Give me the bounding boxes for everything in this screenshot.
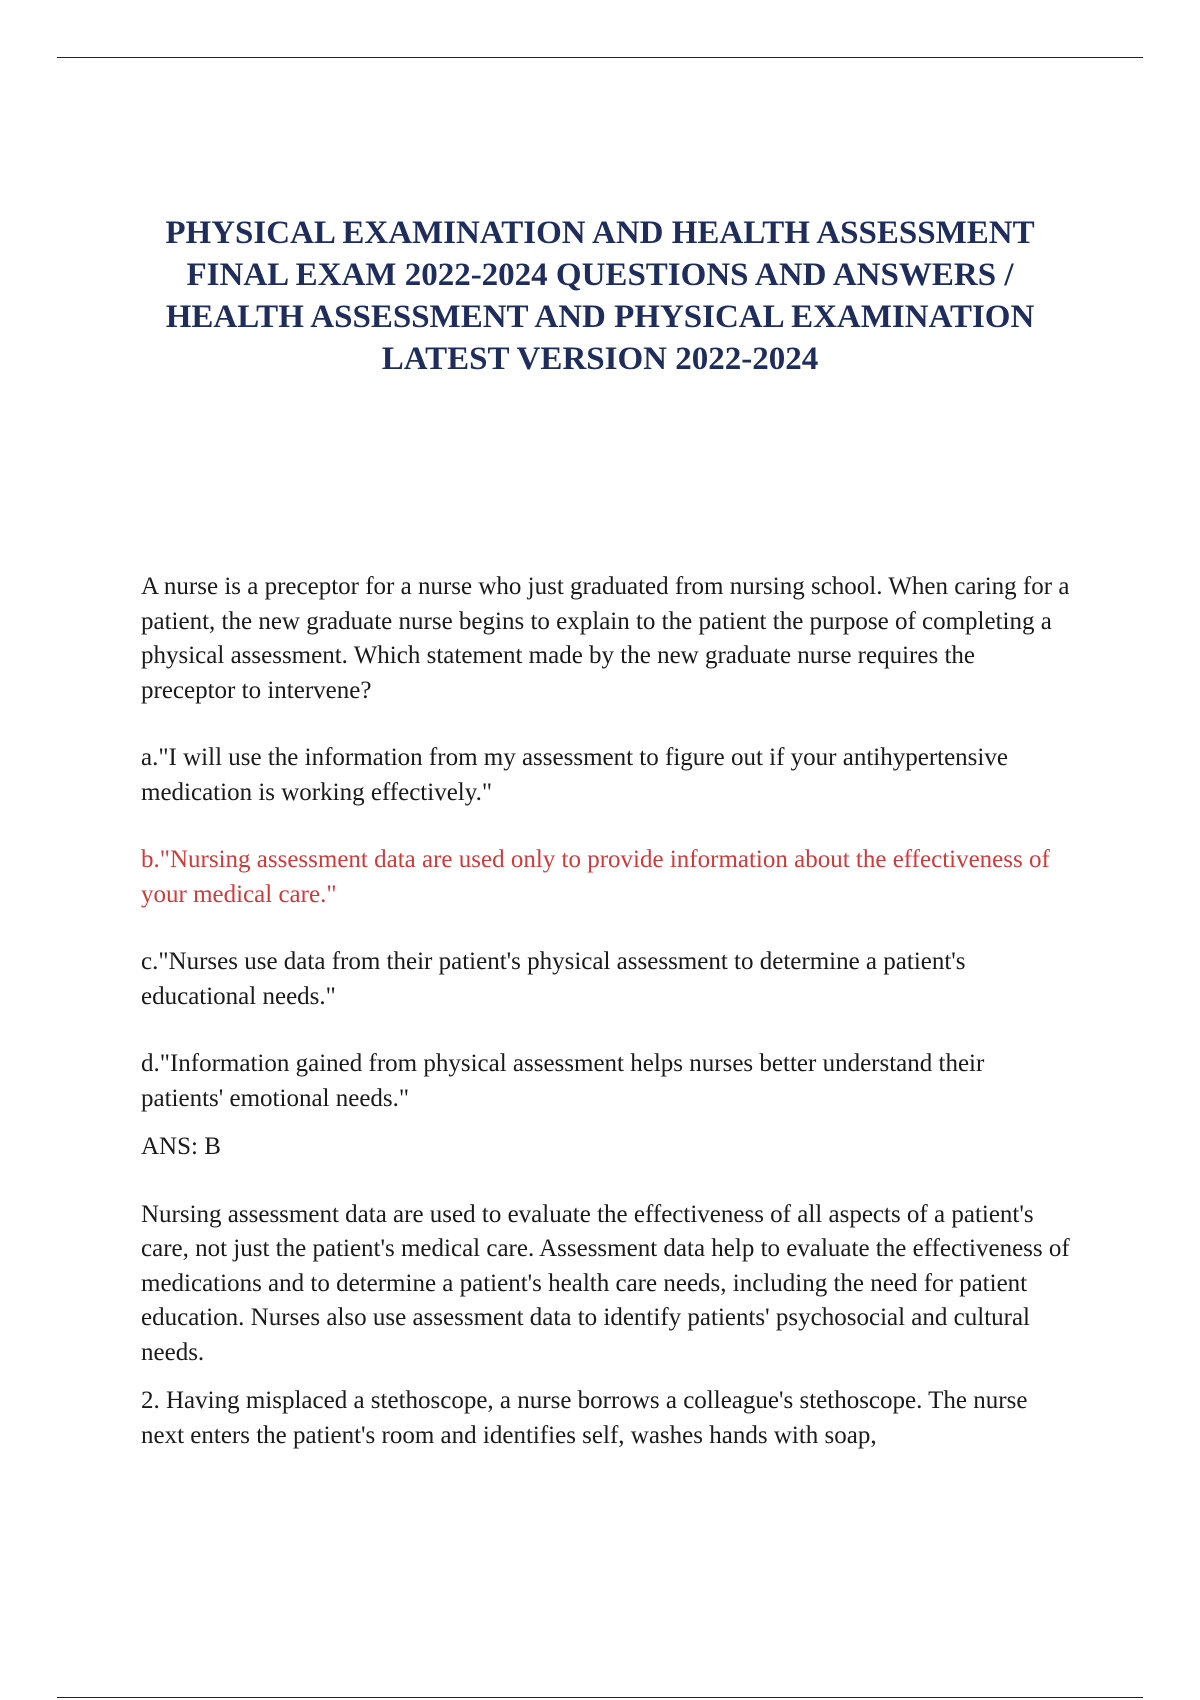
document-title: PHYSICAL EXAMINATION AND HEALTH ASSESSMENT FINAL EXAM 2022-2024 QUESTIONS AND ANSWERS / HEALTH ASSESSMENT AND PHYSICAL EXAMINATION LATEST VERSION 2022-2024 — [165, 215, 1035, 377]
question-1-option-c: c."Nurses use data from their patient's physical assessment to determine a patient's educational needs." — [141, 948, 966, 1010]
question-1-answer: ANS: B — [141, 1133, 221, 1160]
question-1-option-d: d."Information gained from physical assessment helps nurses better understand their patients' emotional needs." — [141, 1050, 985, 1112]
question-2-stem: 2. Having misplaced a stethoscope, a nurse borrows a colleague's stethoscope. The nurse next enters the patient's room and identifies self, washes hands with soap, — [141, 1387, 1028, 1449]
question-1-rationale: Nursing assessment data are used to evaluate the effectiveness of all aspects of a patient's care, not just the patient's medical care. Assessment data help to evaluate the effectiveness of medications and to determine a patient's health care needs, including the need for patient education. Nurses also use assessment data to identify patients' psychosocial and cultural needs. — [141, 1200, 1070, 1366]
top-rule — [57, 57, 1143, 58]
question-1-option-a: a."I will use the information from my assessment to figure out if your antihypertensive medication is working effectively." — [141, 744, 1008, 806]
question-1-stem: A nurse is a preceptor for a nurse who just graduated from nursing school. When caring for a patient, the new graduate nurse begins to explain to the patient the purpose of completing a physical assessment. Which statement made by the new graduate nurse requires the preceptor to intervene? — [141, 573, 1070, 704]
bottom-rule — [57, 1697, 1143, 1698]
document-body — [141, 570, 1071, 1453]
question-1-option-b-correct: b."Nursing assessment data are used only to provide information about the effectiveness of your medical care." — [141, 846, 1050, 908]
